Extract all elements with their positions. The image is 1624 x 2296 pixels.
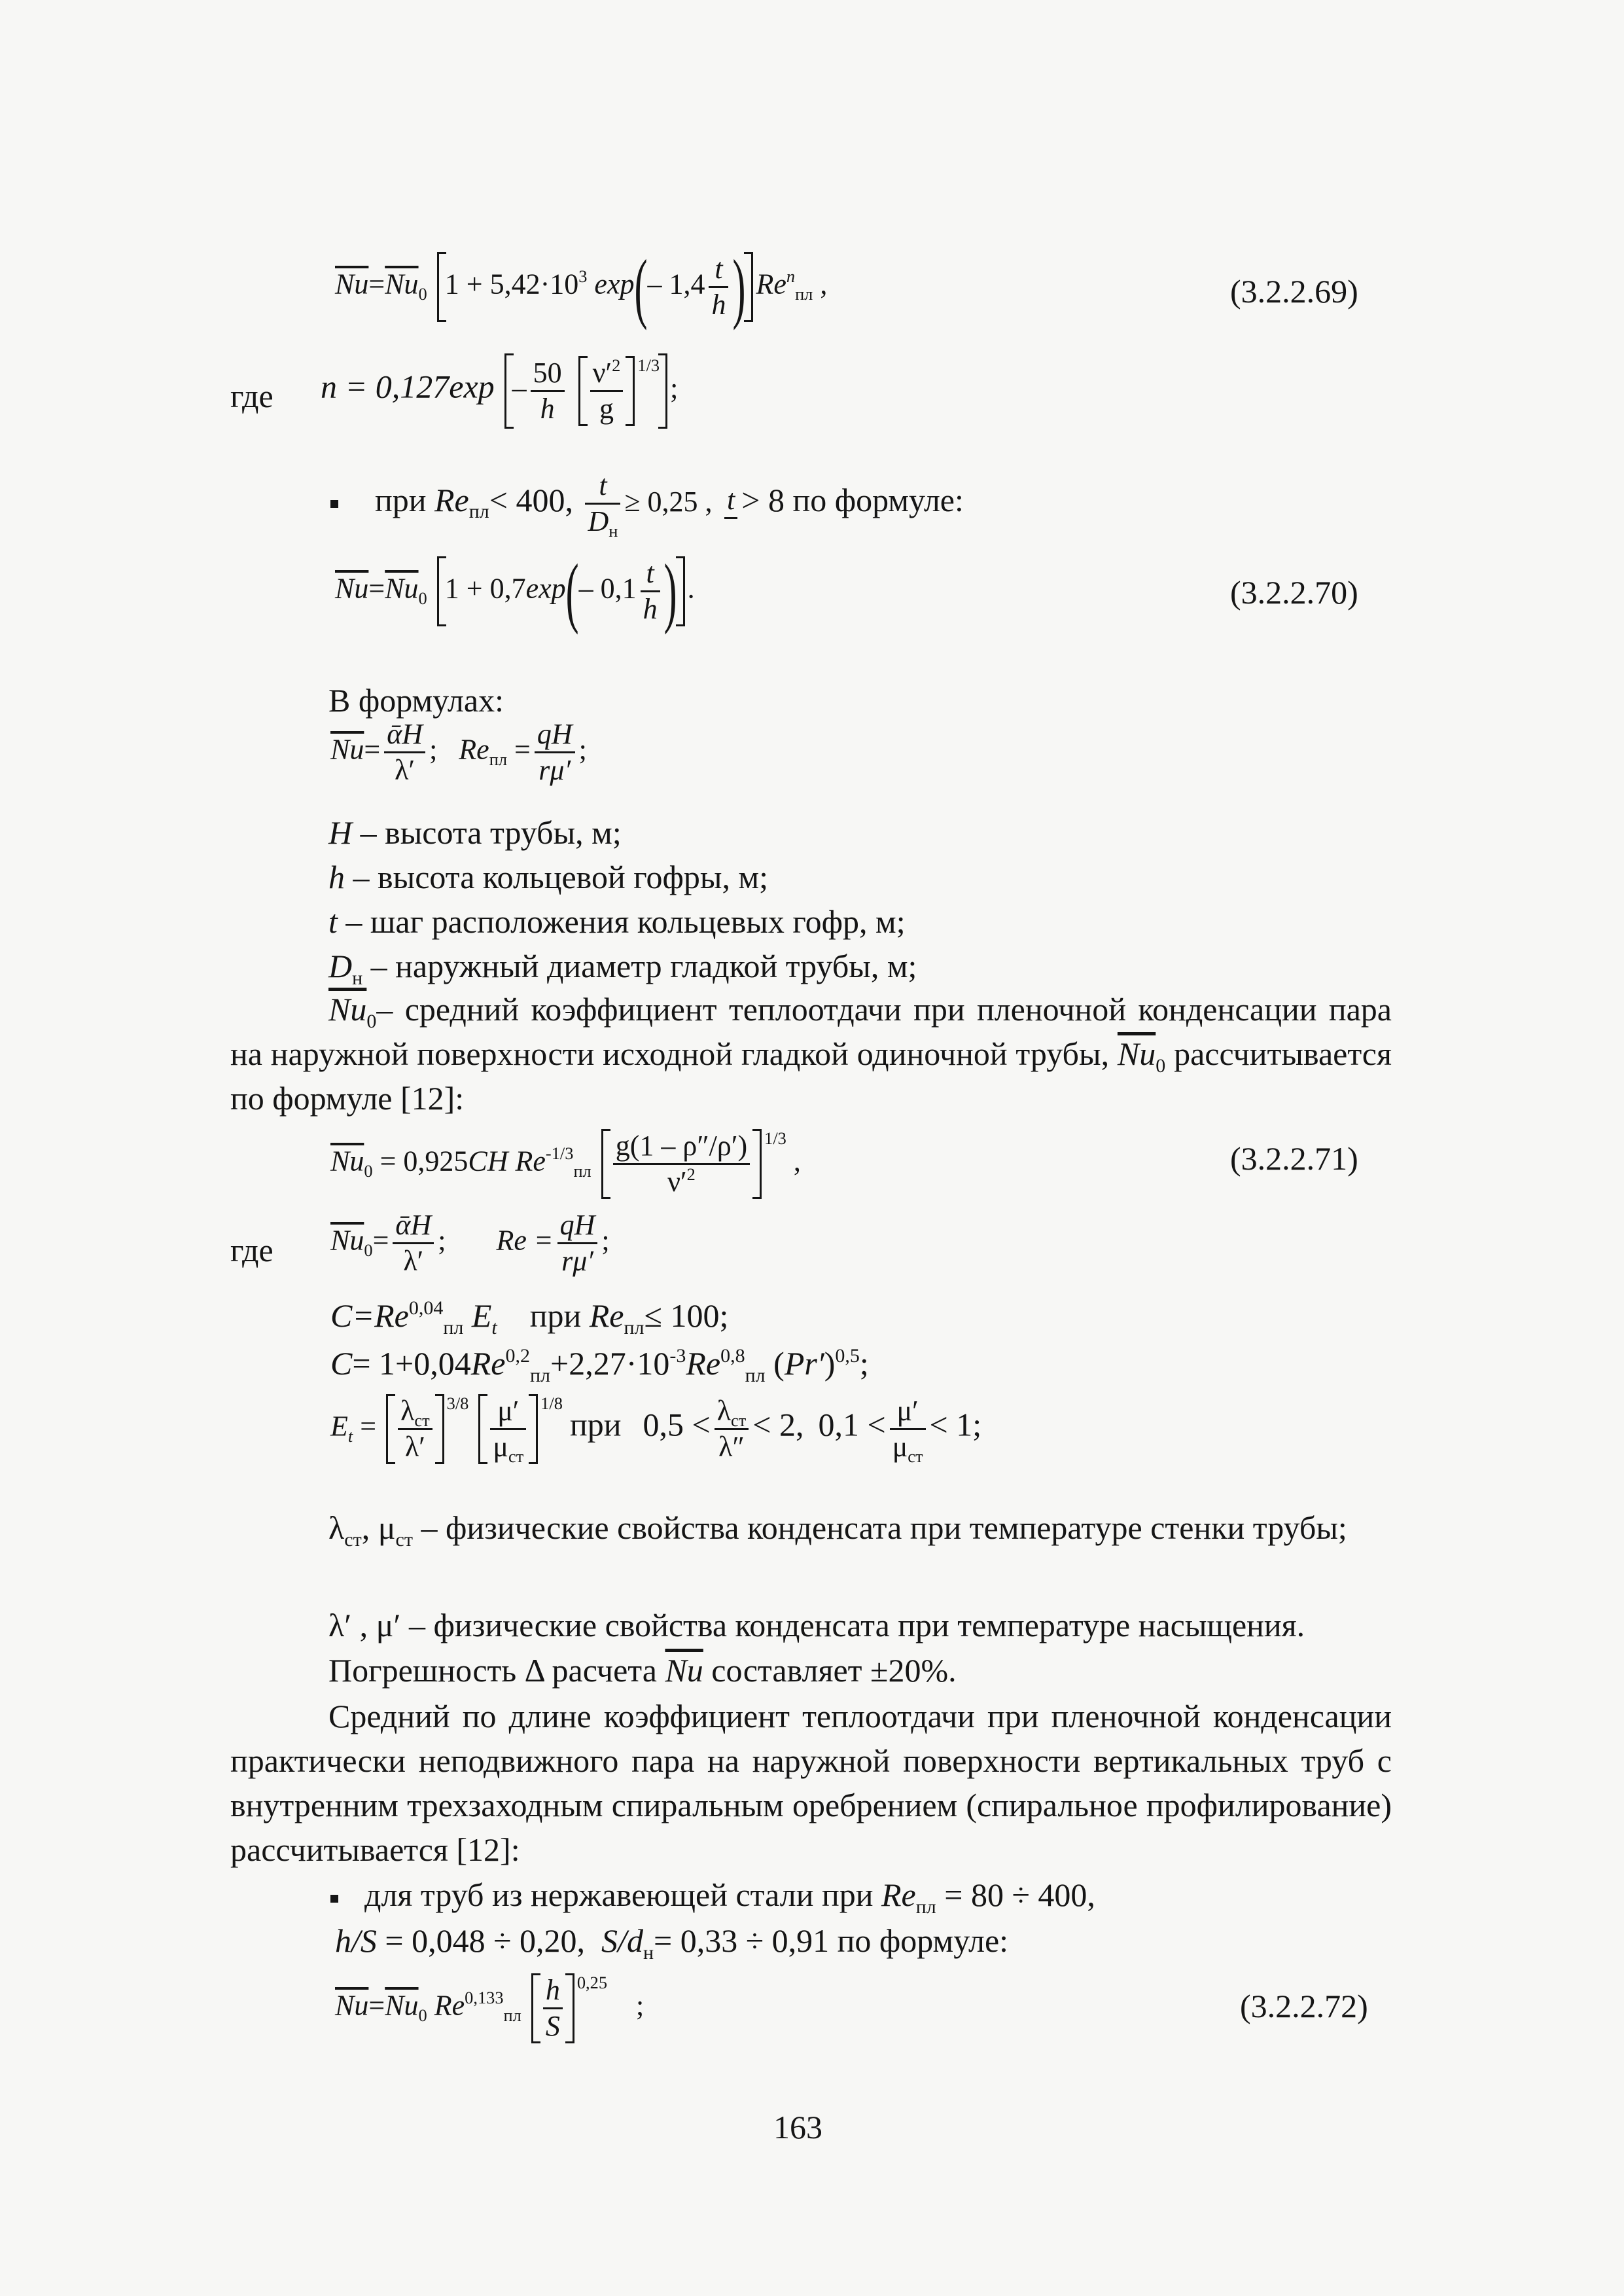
bullet-icon: [330, 1895, 338, 1903]
definition-H: H – высота трубы, м;: [328, 814, 622, 851]
bracket: 1 + 0,7exp(– 0,1 $\frac{t}{h}$ ): [437, 556, 685, 626]
where-label: где: [230, 378, 274, 414]
equation-n: n = 0,127exp – $\frac{50}{h}$ $\frac{\nu'^2}{g}$ $^{1/3}$;: [321, 353, 678, 429]
error-line: Погрешность Δ расчета $\overline{Nu}$ составляет ±20%.: [328, 1652, 957, 1689]
bracket: – $\frac{50}{h}$ $\frac{\nu'^2}{g}$ $^{1/3}$: [504, 353, 667, 429]
saturation-properties-line: λ′ , μ′ – физические свойства конденсата при температуре насыщения.: [328, 1607, 1305, 1643]
equation-number: (3.2.2.72): [1240, 1988, 1368, 2024]
bracket: $\frac{h}{S}$: [531, 1973, 574, 2043]
bracket: $\frac{\nu'^2}{g}$: [578, 356, 635, 426]
equation-3-2-2-69: $\overline{Nu}=\overline{Nu}_0$ $1 + 5,42\cdot 10^3$ exp(– 1,4 $\frac{t}{h}$ ) $Re^n_{пл}$ ,: [335, 243, 828, 331]
definition-Dn: $D_н$ – наружный диаметр гладкой трубы, м;: [328, 948, 917, 989]
definitions-nu0-re: $\overline{Nu}_0=$ $\frac{\text{ᾱH}}{\lambda'}$ ; Re = $\frac{qH}{r\mu'}$ ;: [330, 1209, 610, 1277]
paragraph-nu0: $\overline{Nu}_0-$ средний коэффициент теплоотдачи при пленочной конденсации пара на наружной поверхности исходной гладкой одиночной трубы, $\overline{Nu}_0$ рассчитывается по формуле [12]:: [230, 991, 1392, 1117]
condition-eq72-ranges: h/S = 0,048 ÷ 0,20, $S/d_н= 0,33 \div 0,91$ по формуле:: [335, 1922, 1009, 1964]
equation-3-2-2-72: $\overline{Nu}=\overline{Nu}_0$ Re$^{0,133}_{пл}$ $\frac{h}{S}$ $^{0,25}$ ;: [335, 1972, 644, 2042]
bracket: $\frac{\lambda_{ст}}{\lambda'}$: [386, 1394, 444, 1464]
definition-t: t – шаг расположения кольцевых гофр, м;: [328, 903, 906, 940]
page-number: 163: [773, 2109, 822, 2145]
equation-3-2-2-71: $\overline{Nu}_0 = 0,925CH$ $Re^{-1/3}_{пл}$ $\frac{g(1 - \rho''/\rho')}{\nu'^2}$ $^{1/3}$ ,: [330, 1128, 801, 1198]
c-definition-2: $C= 1+0,04Re^{0,2}_{пл}+2,27\cdot 10^{-3}Re^{0,8}_{пл}$ $(Pr')^{0,5}$;: [330, 1344, 869, 1386]
equation-number: (3.2.2.69): [1230, 273, 1358, 310]
definitions-nu-re: $\overline{Nu}=$ $\frac{\text{ᾱH}}{\lambda'}$ ; $Re_{пл}$ = $\frac{qH}{r\mu'}$ ;: [330, 718, 587, 786]
condition-eq70: при $Re_{пл}< 400$, $\frac{t}{D_н}$ ≥ 0,25 , t > 8 по формуле:: [330, 471, 964, 536]
bracket: $1 + 5,42\cdot 10^3$ exp(– 1,4 $\frac{t}{h}$ ): [437, 252, 754, 322]
where-label: где: [230, 1232, 274, 1268]
et-definition: $E_t$ = $\frac{\lambda_{ст}}{\lambda'}$ $^{3/8}$ $\frac{\mu'}{\mu_{ст}}$ $^{1/8}$ при 0,5 < $\frac{\lambda_{ст}}{\lambda''}$ < 2, 0,1 < $\frac{\mu'}{\mu_{ст}}$ < 1;: [330, 1393, 982, 1467]
paragraph-wall-properties: $\lambda_{ст}$, $\mu_{ст}$ – физические свойства конденсата при температуре стенки трубы;: [328, 1509, 1347, 1551]
formulas-heading: В формулах:: [328, 682, 504, 719]
bracket: $\frac{g(1 - \rho''/\rho')}{\nu'^2}$: [601, 1129, 762, 1199]
paragraph-average-coefficient: Средний по длине коэффициент теплоотдачи при пленочной конденсации практически неподвижного пара на наружной поверхности вертикальных труб с внутренним трехзаходным спиральным оребрением (спиральное профилирование) рассчитывается [12]:: [230, 1698, 1392, 1868]
equation-3-2-2-70: $\overline{Nu}=\overline{Nu}_0$ 1 + 0,7exp(– 0,1 $\frac{t}{h}$ ) .: [335, 548, 695, 635]
equation-number: (3.2.2.71): [1230, 1140, 1358, 1177]
equation-number: (3.2.2.70): [1230, 574, 1358, 611]
condition-eq72: для труб из нержавеющей стали при $Re_{пл} = 80 \div 400$,: [330, 1878, 1095, 1911]
definition-h: h – высота кольцевой гофры, м;: [328, 859, 768, 895]
bullet-icon: [330, 500, 338, 508]
c-definition-1: C=Re$^{0,04}_{пл}$ $E_t$ при $Re_{пл}\le 100$;: [330, 1297, 729, 1338]
bracket: $\frac{\mu'}{\mu_{ст}}$: [478, 1394, 538, 1464]
